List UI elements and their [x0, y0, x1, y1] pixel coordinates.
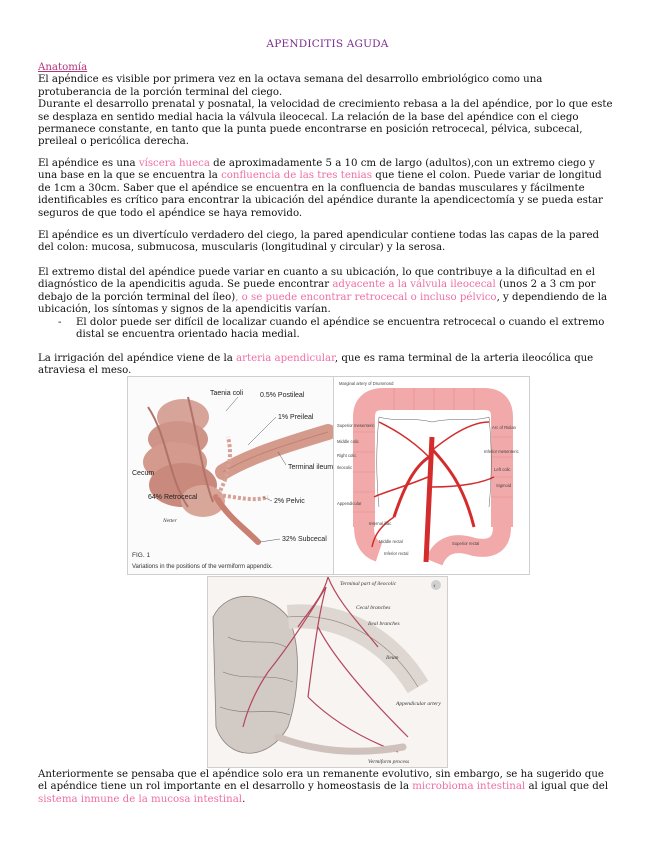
text-line: El apéndice es un divertículo verdadero del ciego, la pared apendicular contiene todas las capas de la pared — [38, 230, 600, 241]
label-taenia-coli: Taenia coli — [210, 390, 244, 397]
label-superior-rectal: Superior rectal — [452, 541, 480, 546]
text-line: de 1cm a 30cm. Saber que el apéndice se encuentra en la confluencia de bandas musculares y fácilmente — [38, 182, 585, 194]
text-line: Durante el desarrollo prenatal y posnatal, la velocidad de crecimiento rebasa a la del apéndice, por lo que este — [38, 99, 613, 111]
label-ileum: Ileum — [386, 655, 399, 661]
label-superior-mesenteric: Superior mesenteric — [337, 423, 375, 428]
text-line: El dolor puede ser difícil de localizar cuando el apéndice se encuentra retrocecal o cuando el extremo — [76, 317, 605, 328]
text-span: El apéndice es una — [38, 158, 139, 169]
figure-caption-text: Variations in the positions of the vermiform appendix. — [132, 564, 273, 570]
text-line: El apéndice es visible por primera vez en la octava semana del desarrollo embriológico como una — [38, 74, 543, 86]
text-line: ubicación, los síntomas y signos de la apendicitis varían. — [38, 304, 331, 316]
ileocecal-vessels-illustration — [208, 577, 447, 767]
svg-text:‹: ‹ — [433, 582, 436, 590]
label-ileocolic: Ileocolic — [337, 465, 353, 470]
label-terminal-ileum: Terminal ileum — [288, 464, 334, 471]
label-appendicular: Appendicular — [337, 501, 362, 506]
label-internal-iliac: Internal iliac — [369, 521, 392, 526]
label-arc-riolan: Arc of Riolan — [492, 425, 516, 430]
text-line: del colon: mucosa, submucosa, muscularis (longitudinal y circular) y la serosa. — [38, 242, 446, 254]
label-middle-rectal: Middle rectal — [379, 539, 403, 544]
label-terminal-ileocolic: Terminal part of ileocolic — [340, 581, 397, 587]
text-span: debajo de la porción terminal del íleo) — [38, 291, 236, 303]
text-line: preileal o pericólica derecha. — [38, 136, 189, 148]
highlight-taenia-confluence: confluencia de las tres tenias — [221, 170, 372, 182]
label-postileal: 0.5% Postileal — [260, 392, 305, 399]
text-line: seguros de que todo el apéndice se haya removido. — [38, 207, 303, 219]
paragraph-5 — [38, 353, 613, 378]
figure-colon-arteries — [333, 376, 530, 575]
label-preileal: 1% Preileal — [278, 414, 314, 421]
text-span: que tiene el colon. Puede variar de longitud — [371, 170, 602, 182]
highlight-retrocecal-pelvic: , o se puede encontrar retrocecal o incluso pélvico — [235, 291, 497, 303]
text-line: identificables es crítico para encontrar la ubicación del apéndice durante la apendicectomía y se pueda estar — [38, 195, 603, 207]
text-span: el apéndice tiene un rol importante en el desarrollo y homeostasis de la — [38, 781, 413, 793]
label-inferior-mesenteric: Inferior mesenteric — [484, 449, 519, 454]
paragraph-3 — [38, 230, 613, 255]
label-subcecal: 32% Subcecal — [282, 536, 327, 543]
text-line: Anteriormente se pensaba que el apéndice solo era un remanente evolutivo, sin embargo, se ha sugerido que — [38, 769, 604, 780]
appendix-positions-illustration — [128, 377, 334, 574]
text-span: La irrigación del apéndice viene de la — [38, 353, 237, 364]
highlight-mucosal-immune: sistema inmune de la mucosa intestinal — [38, 793, 243, 805]
paragraph-6 — [38, 769, 613, 806]
text-span: diagnóstico de la apendicitis aguda. Se puede encontrar — [38, 279, 333, 291]
artist-signature: Netter — [163, 518, 177, 524]
label-left-colic: Left colic — [494, 467, 511, 472]
label-inferior-rectal: Inferior rectal — [384, 551, 409, 556]
figure-caption-title: FIG. 1 — [132, 552, 151, 559]
text-span: una base en la que se encuentra la — [38, 170, 222, 182]
label-retrocecal: 64% Retrocecal — [148, 494, 198, 501]
colon-arteries-illustration — [334, 377, 529, 574]
paragraph-2 — [38, 158, 613, 220]
label-middle-colic: Middle colic — [337, 439, 359, 444]
text-span: , que es rama terminal de la arteria ileocólica que — [334, 353, 594, 364]
paragraph-4 — [38, 267, 613, 317]
label-marginal-artery: Marginal artery of Drummond — [339, 381, 394, 386]
section-heading: Anatomía — [38, 62, 88, 73]
page-title: APENDICITIS AGUDA — [266, 38, 389, 50]
highlight-appendicular-artery: arteria apendicular — [236, 353, 335, 364]
label-sigmoid: Sigmoid — [496, 483, 512, 488]
label-appendicular-artery: Appendicular artery — [396, 701, 441, 707]
text-line: atraviesa el meso. — [38, 365, 132, 377]
label-cecum: Cecum — [132, 470, 155, 477]
text-line: se desplaza en sentido medial hacia la válvula ileocecal. La relación de la base del apéndice con el ciego — [38, 111, 579, 123]
highlight-microbiome: microbioma intestinal — [412, 781, 526, 793]
label-right-colic: Right colic — [337, 453, 357, 458]
text-line: permanece constante, en tanto que la punta puede encontrarse en posición retrocecal, pélvica, subcecal, — [38, 124, 583, 136]
text-line: protuberancia de la porción terminal del ciego. — [38, 86, 283, 98]
text-span: , y dependiendo de la — [496, 291, 608, 303]
figure-ileocecal-vessels — [207, 576, 448, 768]
label-cecal-branches: Cecal branches — [356, 605, 391, 611]
text-span: . — [242, 793, 246, 805]
section-anatomy — [38, 62, 613, 149]
figure-appendix-positions — [127, 376, 335, 575]
text-span: (unos 2 a 3 cm por — [495, 279, 596, 291]
text-span: de aproximadamente 5 a 10 cm de largo (adultos),con un extremo ciego y — [209, 158, 595, 169]
text-line: distal se encuentra orientado hacia medial. — [76, 329, 300, 341]
highlight-hollow-viscus: víscera hueca — [138, 158, 210, 169]
label-ileal-branches: Ileal branches — [368, 621, 400, 627]
text-line: El extremo distal del apéndice puede variar en cuanto a su ubicación, lo que contribuye a la dificultad en el — [38, 267, 595, 278]
bullet-dash: - — [58, 317, 62, 328]
label-vermiform-process: Vermiform process — [368, 759, 410, 765]
text-span: al igual que del — [525, 781, 609, 793]
highlight-ileocecal-valve: adyacente a la válvula ileocecal — [332, 279, 496, 291]
label-pelvic: 2% Pelvic — [274, 498, 305, 505]
